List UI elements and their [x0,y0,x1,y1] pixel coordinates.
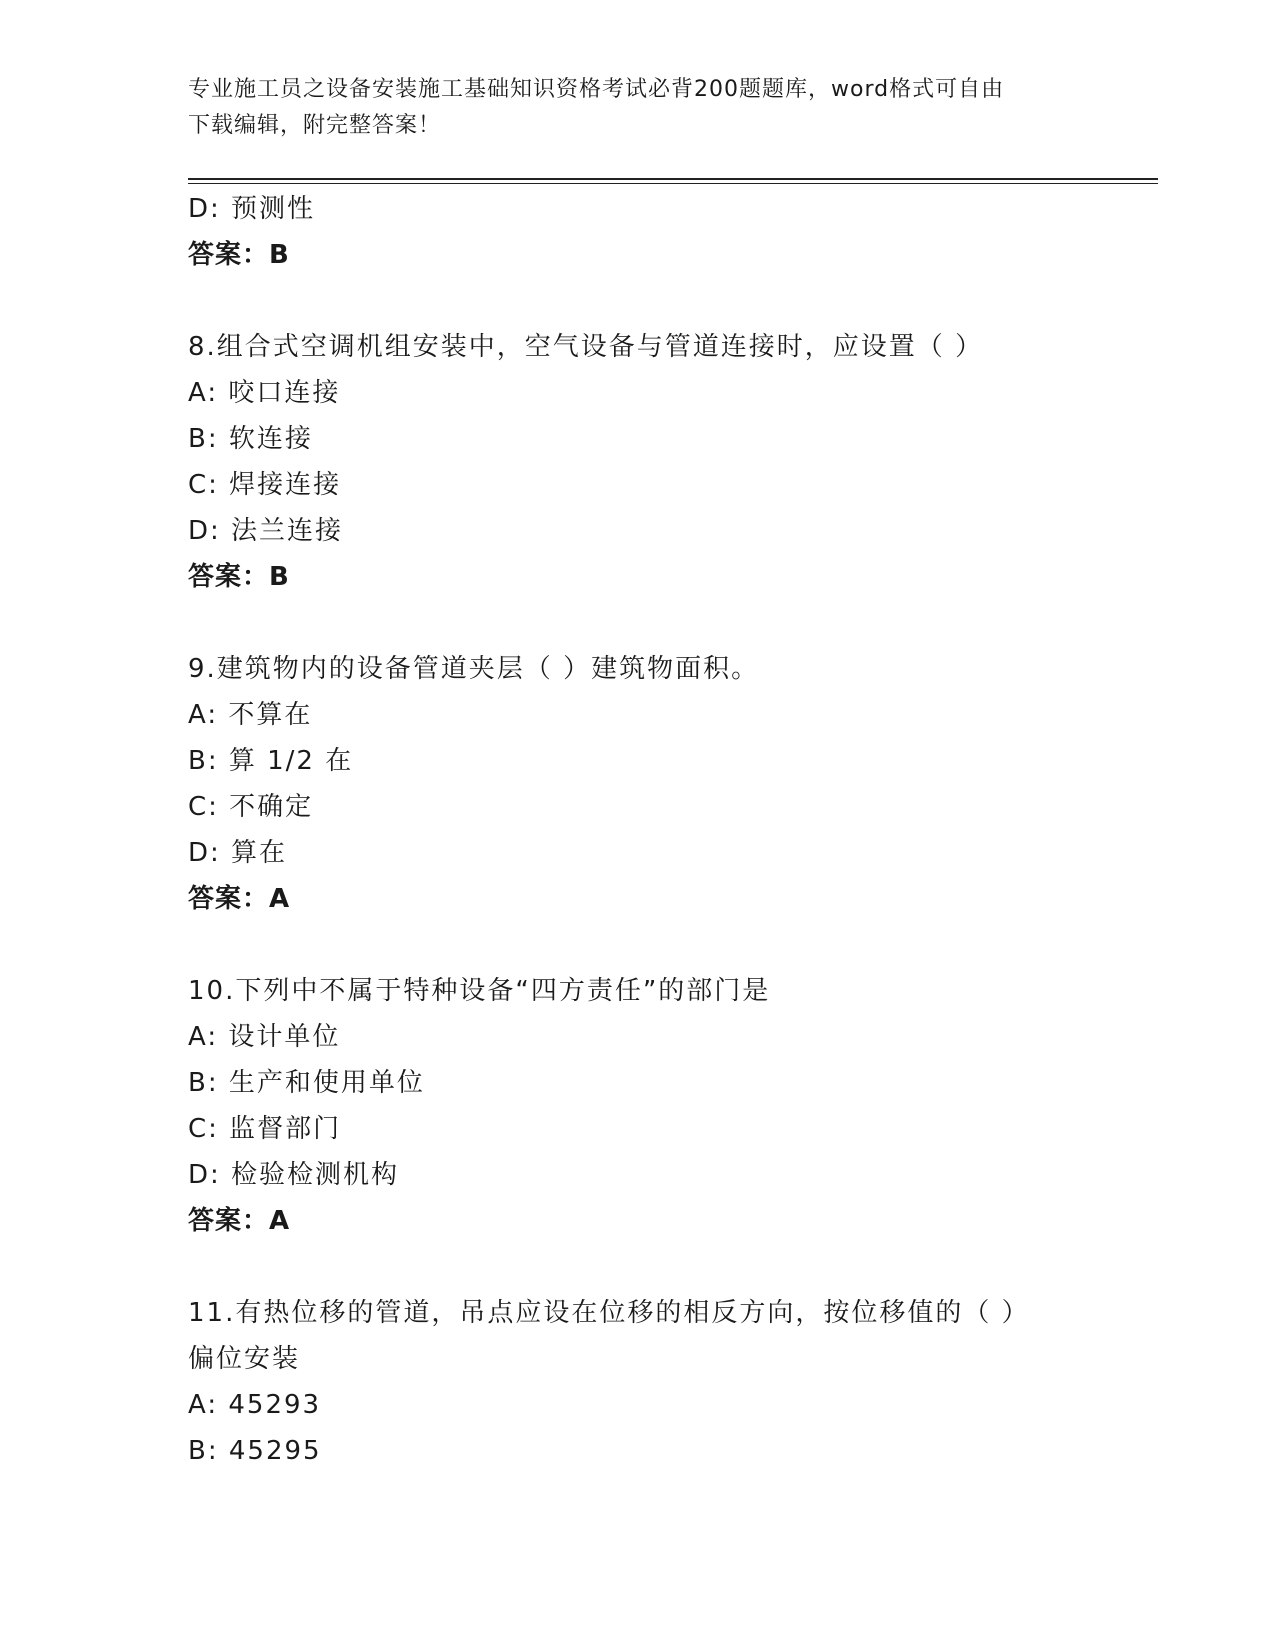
answer-line: 答案：B [188,562,290,592]
header-divider-thick [188,178,1158,180]
option-d: D: 算在 [188,838,288,868]
option-b: B: 算 1/2 在 [188,746,354,776]
previous-question-tail [188,186,1158,278]
option-a: A: 咬口连接 [188,378,341,408]
question-10 [188,968,1158,1244]
spacer [188,600,1158,646]
header-title-line-1: 专业施工员之设备安装施工基础知识资格考试必背200题题库，word格式可自由 [188,77,1005,102]
option-b: B: 软连接 [188,424,313,454]
option-a: A: 45293 [188,1390,322,1420]
spacer [188,922,1158,968]
question-11 [188,1290,1158,1474]
option-d: D: 预测性 [188,194,316,224]
question-stem: 8.组合式空调机组安装中，空气设备与管道连接时，应设置（ ） [188,332,984,362]
option-d: D: 法兰连接 [188,516,344,546]
spacer [188,278,1158,324]
option-a: A: 不算在 [188,700,313,730]
header-title-line-2: 下载编辑，附完整答案！ [188,113,442,138]
option-d: D: 检验检测机构 [188,1160,400,1190]
option-b: B: 生产和使用单位 [188,1068,425,1098]
option-b: B: 45295 [188,1436,322,1466]
option-c: C: 焊接连接 [188,470,342,500]
question-stem-continued: 偏位安装 [188,1344,301,1374]
question-stem: 9.建筑物内的设备管道夹层（ ）建筑物面积。 [188,654,760,684]
question-stem: 11.有热位移的管道，吊点应设在位移的相反方向，按位移值的（ ） [188,1298,1030,1328]
question-stem: 10.下列中不属于特种设备“四方责任”的部门是 [188,976,771,1006]
answer-line: 答案：B [188,240,290,270]
answer-line: 答案：A [188,1206,291,1236]
answer-line: 答案：A [188,884,291,914]
option-c: C: 不确定 [188,792,314,822]
header-divider-thin [188,183,1158,184]
question-8 [188,324,1158,600]
option-a: A: 设计单位 [188,1022,341,1052]
option-c: C: 监督部门 [188,1114,342,1144]
question-list [188,186,1158,1474]
question-9 [188,646,1158,922]
spacer [188,1244,1158,1290]
document-header [188,72,1068,144]
